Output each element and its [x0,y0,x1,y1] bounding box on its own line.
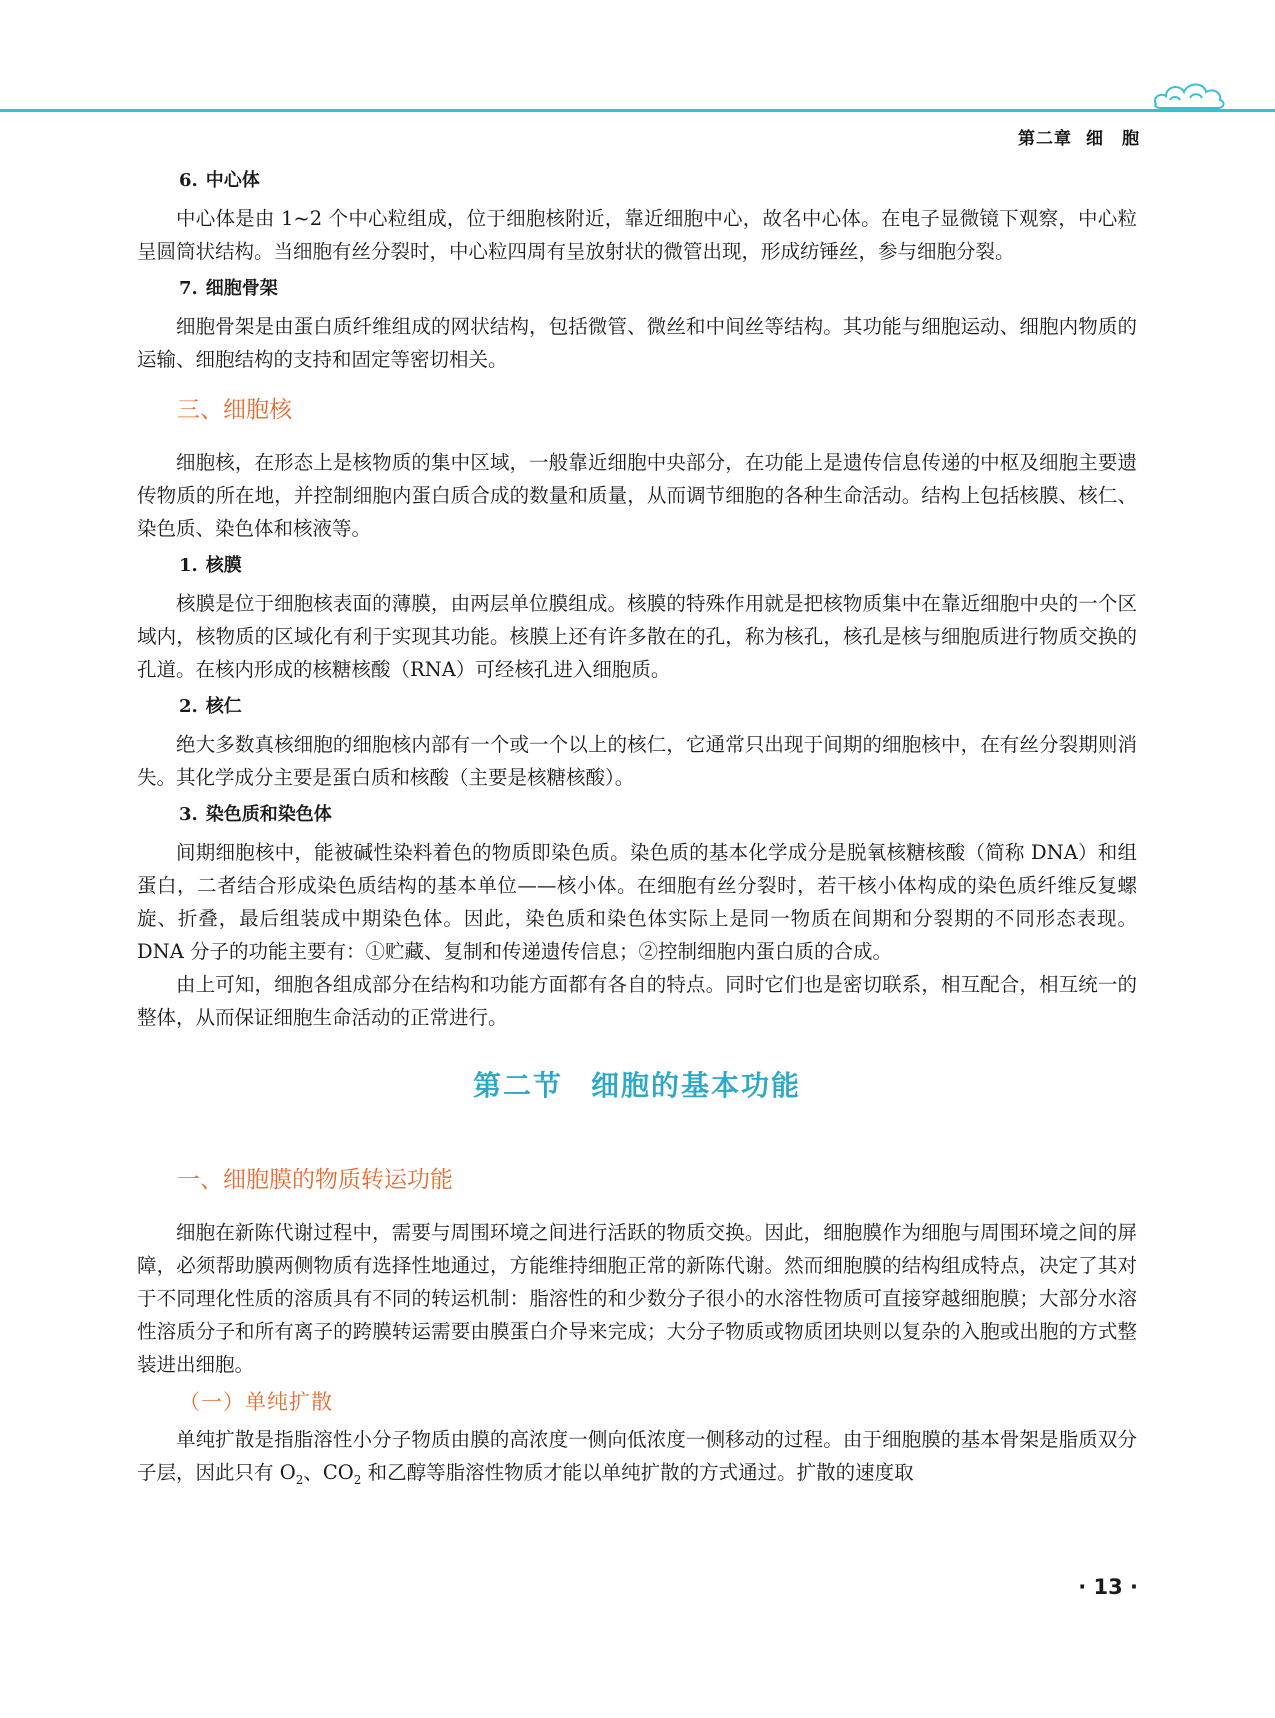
subheading-text: 中心体 [205,170,260,191]
subheading [179,164,1137,198]
subheading-number: 2. [179,696,198,717]
paragraph: 绝大多数真核细胞的细胞核内部有一个或一个以上的核仁，它通常只出现于间期的细胞核中，在有丝分裂期则消失。其化学成分主要是蛋白质和核酸（主要是核糖核酸）。 [137,733,1137,789]
text-blocks [137,164,1137,1034]
header-rule [0,109,1275,112]
paragraph: 细胞骨架是由蛋白质纤维组成的网状结构，包括微管、微丝和中间丝等结构。其功能与细胞运动、细胞内物质的运输、细胞结构的支持和固定等密切相关。 [137,315,1137,371]
subheading-number: 7. [179,278,198,299]
running-head [1018,124,1140,149]
subheading [179,549,1137,583]
chapter-title: 细 胞 [1086,129,1140,149]
section-heading [137,1064,1137,1104]
subheading-text: 核膜 [205,555,242,576]
cloud-ornament-icon [1150,76,1230,112]
subheading-number: 1. [179,555,198,576]
subheading-number: 6. [179,170,198,191]
subheading-text: 核仁 [205,696,242,717]
section-title: 细胞的基本功能 [591,1069,802,1102]
paragraph: 核膜是位于细胞核表面的薄膜，由两层单位膜组成。核膜的特殊作用就是把核物质集中在靠近细胞中央的一个区域内，核物质的区域化有利于实现其功能。核膜上还有许多散在的孔，称为核孔，核孔是核与细胞质进行物质交换的孔道。在核内形成的核糖核酸（RNA）可经核孔进入细胞质。 [137,592,1137,681]
subheading [179,798,1137,832]
paragraph: 细胞在新陈代谢过程中，需要与周围环境之间进行活跃的物质交换。因此，细胞膜作为细胞与周围环境之间的屏障，必须帮助膜两侧物质有选择性地通过，方能维持细胞正常的新陈代谢。然而细胞膜的结构组成特点，决定了其对于不同理化性质的溶质具有不同的转运机制：脂溶性的和少数分子很小的水溶性物质可直接穿越细胞膜；大部分水溶性溶质分子和所有离子的跨膜转运需要由膜蛋白介导来完成；大分子物质或物质团块则以复杂的入胞或出胞的方式整装进出细胞。 [137,1221,1137,1376]
subheading-text: 染色质和染色体 [205,804,332,825]
paragraph: 细胞核，在形态上是核物质的集中区域，一般靠近细胞中央部分，在功能上是遗传信息传递的中枢及细胞主要遗传物质的所在地，并控制细胞内蛋白质合成的数量和质量，从而调节细胞的各种生命活动。结构上包括核膜、核仁、染色质、染色体和核液等。 [137,451,1137,540]
heading: 三、细胞核 [177,397,292,423]
subheading [179,272,1137,306]
section-label: 第二节 [472,1069,563,1102]
paragraph: 由上可知，细胞各组成部分在结构和功能方面都有各自的特点。同时它们也是密切联系，相互配合，相互统一的整体，从而保证细胞生命活动的正常进行。 [137,973,1137,1029]
chapter-number: 第二章 [1018,129,1072,149]
subheading-number: 3. [179,804,198,825]
subheading-text: 细胞骨架 [205,278,278,299]
paragraph-simple-diffusion: 单纯扩散是指脂溶性小分子物质由膜的高浓度一侧向低浓度一侧移动的过程。由于细胞膜的基本骨架是脂质双分子层，因此只有 $O_2$、$CO_2$ 和乙醇等脂溶性物质才能以单纯扩散的方式通过。扩散的速度取 [137,1428,1137,1487]
paragraph: 间期细胞核中，能被碱性染料着色的物质即染色质。染色质的基本化学成分是脱氧核糖核酸（简称 DNA）和组蛋白，二者结合形成染色质结构的基本单位——核小体。在细胞有丝分裂时，若干核小体构成的染色质纤维反复螺旋、折叠，最后组装成中期染色体。因此，染色质和染色体实际上是同一物质在间期和分裂期的不同形态表现。DNA 分子的功能主要有：①贮藏、复制和传递遗传信息；②控制细胞内蛋白质的合成。 [137,841,1137,963]
paragraph: 中心体是由 1~2 个中心粒组成，位于细胞核附近，靠近细胞中心，故名中心体。在电子显微镜下观察，中心粒呈圆筒状结构。当细胞有丝分裂时，中心粒四周有呈放射状的微管出现，形成纺锤丝，参与细胞分裂。 [137,207,1137,263]
subheading [179,690,1137,724]
heading-membrane-transport: 一、细胞膜的物质转运功能 [177,1167,453,1193]
page-number: · 13 · [1078,1575,1138,1599]
main-content [137,160,1137,1497]
subheading-simple-diffusion: （一）单纯扩散 [179,1390,333,1414]
